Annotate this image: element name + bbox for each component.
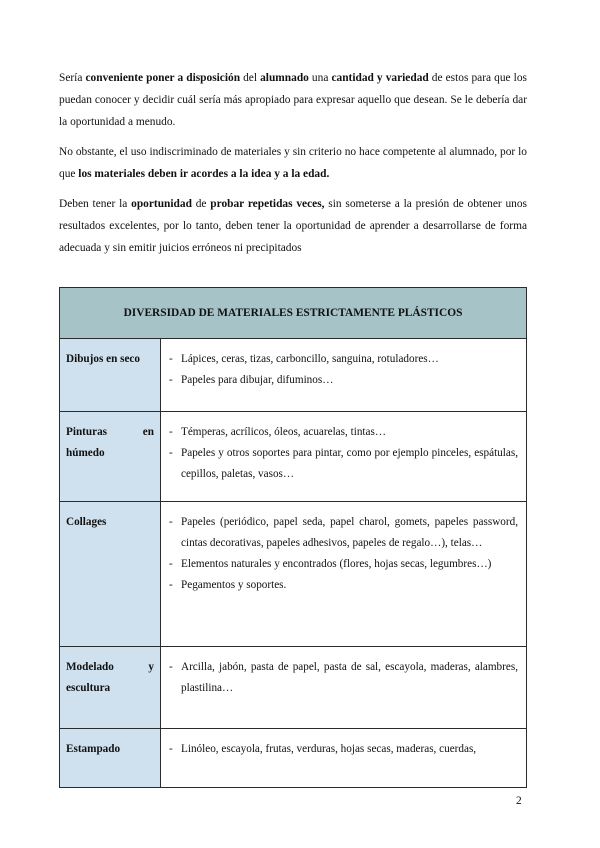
materials-table — [59, 287, 527, 788]
items-cell — [161, 339, 527, 412]
page-number: 2 — [516, 795, 522, 807]
table-row — [60, 412, 527, 502]
bold-run: alumnado — [260, 72, 309, 84]
table-header: DIVERSIDAD DE MATERIALES ESTRICTAMENTE PLÁSTICOS — [60, 288, 527, 339]
table-header-row — [60, 288, 527, 339]
list-item: - Linóleo, escayola, frutas, verduras, hojas secas, maderas, cuerdas, — [167, 739, 518, 760]
text-run: Sería — [59, 72, 86, 84]
list-item: - Pegamentos y soportes. — [167, 575, 518, 596]
list-item: - Elementos naturales y encontrados (flores, hojas secas, legumbres…) — [167, 554, 518, 575]
bold-run: conveniente poner a disposición — [85, 72, 241, 84]
table-row — [60, 647, 527, 729]
list-item: - Arcilla, jabón, pasta de papel, pasta de sal, escayola, maderas, alambres, plastilina… — [167, 657, 518, 699]
items-list — [167, 422, 518, 485]
list-item: - Papeles (periódico, papel seda, papel charol, gomets, papeles password, cintas decorativas, papeles adhesivos, papeles de regalo…), telas… — [167, 512, 518, 554]
items-cell — [161, 647, 527, 729]
paragraph-opportunity — [59, 193, 527, 259]
paragraph-materials-variety — [59, 67, 527, 133]
text-run: de estos para que los puedan conocer y decidir cuál sería más apropiado para expresar aquello que desean. Se le debería dar la oportunidad a menudo. — [59, 72, 527, 128]
text-run: sin someterse a la presión de obtener unos resultados excelentes, por lo tanto, deben tener la oportunidad de aprender a desarrollarse de forma adecuada y sin emitir juicios erróneos ni precipitados — [59, 198, 527, 254]
bold-run: probar repetidas veces, — [210, 198, 325, 210]
items-list — [167, 349, 518, 391]
items-cell — [161, 412, 527, 502]
text-run: de — [191, 198, 211, 210]
paragraph-materials-criteria — [59, 141, 527, 185]
list-item: - Papeles para dibujar, difuminos… — [167, 370, 518, 391]
list-item: - Lápices, ceras, tizas, carboncillo, sanguina, rotuladores… — [167, 349, 518, 370]
text-run: Deben tener la — [59, 198, 132, 210]
items-list — [167, 512, 518, 596]
category-cell: Modelado y escultura — [60, 647, 161, 729]
table-row — [60, 729, 527, 788]
category-cell: Pinturas en húmedo — [60, 412, 161, 502]
list-item: - Papeles y otros soportes para pintar, como por ejemplo pinceles, espátulas, cepillos, paletas, vasos… — [167, 443, 518, 485]
items-list — [167, 657, 518, 699]
text-run: No obstante, el uso indiscriminado de materiales y sin criterio no hace competente al alumnado, por lo que — [59, 146, 527, 180]
table-row — [60, 339, 527, 412]
list-item: - Témperas, acrílicos, óleos, acuarelas, tintas… — [167, 422, 518, 443]
category-cell: Collages — [60, 502, 161, 647]
items-cell — [161, 729, 527, 788]
items-list — [167, 739, 518, 760]
bold-run: los materiales deben ir acordes a la idea y a la edad. — [78, 168, 330, 180]
text-run: del — [240, 72, 261, 84]
table-row — [60, 502, 527, 647]
text-run: una — [308, 72, 332, 84]
bold-run: cantidad y variedad — [331, 72, 429, 84]
items-cell — [161, 502, 527, 647]
category-cell: Estampado — [60, 729, 161, 788]
bold-run: oportunidad — [131, 198, 192, 210]
category-cell: Dibujos en seco — [60, 339, 161, 412]
